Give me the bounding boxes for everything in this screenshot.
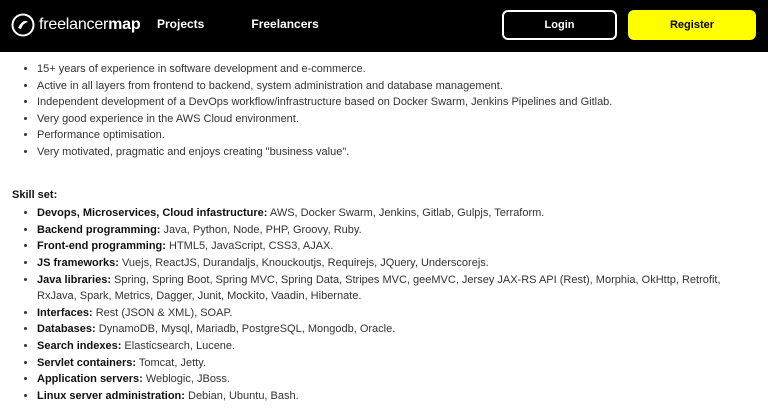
skill-item	[37, 272, 756, 305]
skill-label: Linux server administration:	[37, 389, 185, 402]
skill-item	[37, 388, 756, 405]
list-item: • Very good experience in the AWS Cloud environment.	[37, 111, 756, 128]
skill-label: Servlet containers:	[37, 356, 137, 369]
freelancermap-logo[interactable]	[11, 13, 140, 37]
list-item: • Very motivated, pragmatic and enjoys creating "business value".	[37, 144, 756, 161]
skill-value: AWS, Docker Swarm, Jenkins, Gitlab, Gulpjs, Terraform.	[267, 207, 545, 220]
skill-item	[37, 238, 756, 255]
skill-item	[37, 355, 756, 372]
logo-text: freelancermap	[39, 16, 141, 33]
skill-label: Interfaces:	[37, 306, 93, 319]
skill-value: Rest (JSON & XML), SOAP.	[92, 306, 233, 319]
list-item: • Active in all layers from frontend to backend, system administration and database management.	[37, 78, 756, 95]
skill-list	[12, 205, 756, 404]
skill-value: Debian, Ubuntu, Bash.	[184, 389, 299, 402]
skill-item	[37, 371, 756, 388]
profile-description	[0, 61, 768, 404]
skill-label: JS frameworks:	[37, 256, 119, 269]
skill-set-heading: Skill set:	[12, 188, 58, 201]
skill-value: Weblogic, JBoss.	[142, 373, 230, 386]
skill-item	[37, 338, 756, 355]
list-item: • Performance optimisation.	[37, 127, 756, 144]
list-item: • Independent development of a DevOps workflow/infrastructure based on Docker Swarm, Jenkins Pipelines and Gitlab.	[37, 94, 756, 111]
skill-value: Vuejs, ReactJS, Durandaljs, Knouckoutjs, Requirejs, JQuery, Underscorejs.	[118, 256, 489, 269]
skill-item	[37, 222, 756, 239]
skill-value: Spring, Spring Boot, Spring MVC, Spring Data, Stripes MVC, geeMVC, Jersey JAX-RS API (Rest), Morphia, OkHttp, Retrofit, RxJava, Spark, Metrics, Dagger, Junit, Mockito, Vaadin, Hibernate.	[37, 273, 721, 303]
main-nav	[157, 17, 319, 31]
skill-label: Backend programming:	[37, 223, 161, 236]
skill-value: Elasticsearch, Lucene.	[121, 339, 236, 352]
nav-freelancers[interactable]: Freelancers	[251, 17, 319, 31]
skill-value: Java, Python, Node, PHP, Groovy, Ruby.	[160, 223, 362, 236]
top-navigation-bar	[0, 0, 768, 52]
nav-projects[interactable]: Projects	[157, 17, 205, 31]
skill-label: Application servers:	[37, 373, 143, 386]
skill-value: Tomcat, Jetty.	[136, 356, 206, 369]
skill-label: Search indexes:	[37, 339, 122, 352]
intro-list	[12, 61, 756, 161]
skill-label: Devops, Microservices, Cloud infastructure:	[37, 207, 268, 220]
register-button[interactable]: Register	[628, 10, 756, 40]
skill-item	[37, 205, 756, 222]
skill-item	[37, 255, 756, 272]
freelancermap-logo-icon	[11, 13, 35, 37]
skill-item	[37, 305, 756, 322]
login-button[interactable]: Login	[502, 10, 617, 40]
skill-label: Databases:	[37, 323, 96, 336]
skill-value: DynamoDB, Mysql, Mariadb, PostgreSQL, Mongodb, Oracle.	[95, 323, 396, 336]
skill-label: Java libraries:	[37, 273, 111, 286]
skill-label: Front-end programming:	[37, 240, 166, 253]
skill-item	[37, 321, 756, 338]
skill-value: HTML5, JavaScript, CSS3, AJAX.	[165, 240, 334, 253]
list-item: • 15+ years of experience in software development and e-commerce.	[37, 61, 756, 78]
